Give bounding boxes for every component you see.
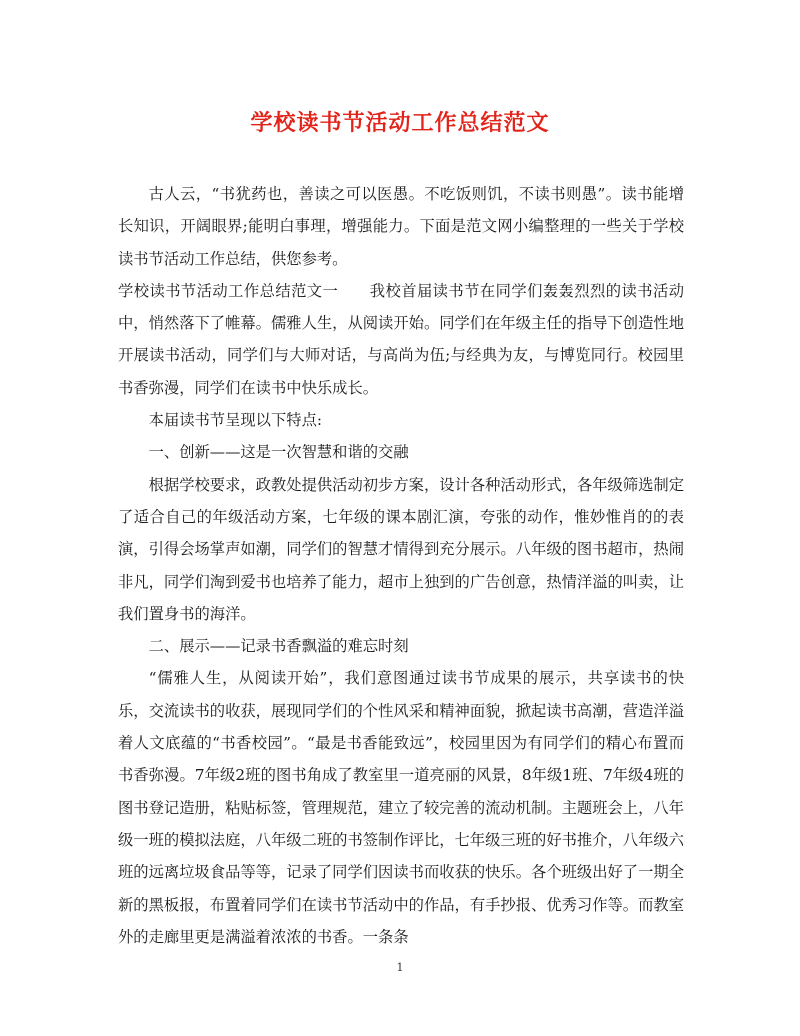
innovation-paragraph: 根据学校要求，政教处提供活动初步方案，设计各种活动形式，各年级筛选制定了适合自己的年级活动方案，七年级的课本剧汇演，夸张的动作，惟妙惟肖的的表演，引得会场掌声如潮，同学们的智慧才情得到充分展示。八年级的图书超市，热闹非凡，同学们淘到爱书也培养了能力，超市上独到的广告创意，热情洋溢的叫卖，让我们置身书的海洋。 bbox=[118, 475, 684, 623]
showcase-heading: 二、展示——记录书香飘溢的难忘时刻 bbox=[148, 637, 409, 656]
innovation-heading: 一、创新——这是一次智慧和谐的交融 bbox=[148, 443, 409, 462]
section-one-paragraph: 学校读书节活动工作总结范文一 我校首届读书节在同学们轰轰烈烈的读书活动中，悄然落下了帷幕。儒雅人生，从阅读开始。同学们在年级主任的指导下创造性地开展读书活动，同学们与大师对话，与高尚为伍;与经典为友，与博览同行。校园里书香弥漫，同学们在读书中快乐成长。 bbox=[118, 281, 684, 397]
features-heading: 本届读书节呈现以下特点: bbox=[148, 411, 323, 430]
intro-paragraph: 古人云，“书犹药也，善读之可以医愚。不吃饭则饥，不读书则愚”。读书能增长知识，开阔眼界;能明白事理，增强能力。下面是范文网小编整理的一些关于学校读书节活动工作总结，供您参考。 bbox=[118, 185, 684, 268]
showcase-paragraph: “儒雅人生，从阅读开始”，我们意图通过读书节成果的展示，共享读书的快乐，交流读书的收获，展现同学们的个性风采和精神面貌，掀起读书高潮，营造洋溢着人文底蕴的“书香校园”。“最是书香能致远”，校园里因为有同学们的精心布置而书香弥漫。7年级2班的图书角成了教室里一道亮丽的风景，8年级1班、7年级4班的图书登记造册，粘贴标签，管理规范，建立了较完善的流动机制。主题班会上，八年级一班的模拟法庭，八年级二班的书签制作评比，七年级三班的好书推介，八年级六班的远离垃圾食品等等，记录了同学们因读书而收获的快乐。各个班级出好了一期全新的黑板报，布置着同学们在读书节活动中的作品，有手抄报、优秀习作等。而教室外的走廊里更是满溢着浓浓的书香。一条条 bbox=[118, 669, 684, 946]
document-title: 学校读书节活动工作总结范文 bbox=[250, 110, 550, 136]
document-body bbox=[118, 178, 684, 953]
page-number: 1 bbox=[396, 961, 404, 974]
